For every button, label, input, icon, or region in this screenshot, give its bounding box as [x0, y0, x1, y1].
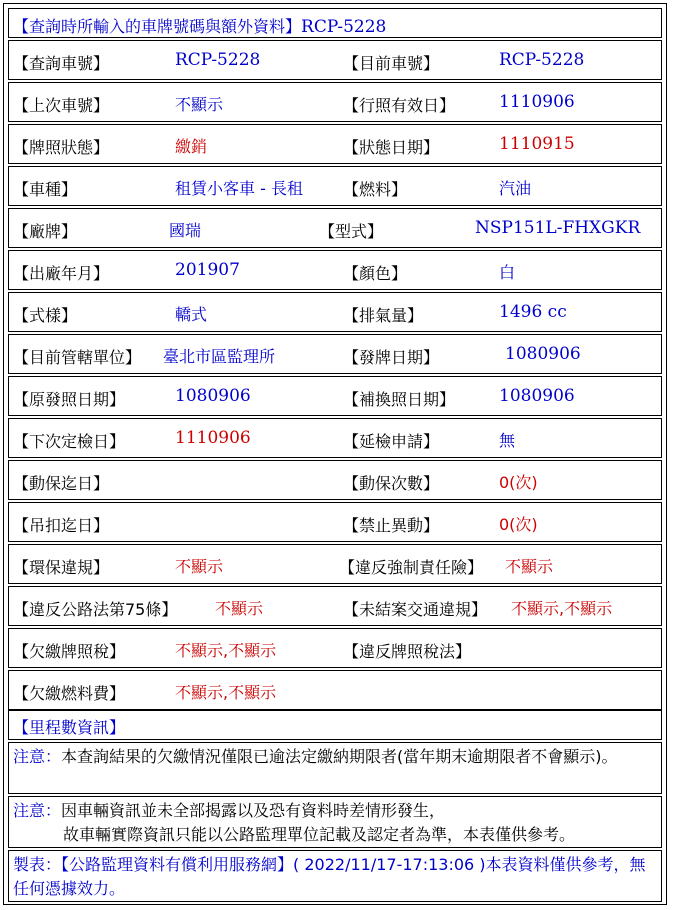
- data-row: [8, 166, 662, 206]
- value-left: 1110906: [175, 428, 251, 448]
- report-sheet: [3, 3, 667, 905]
- value-right: 1110906: [499, 92, 575, 112]
- label-right: 【動保次數】: [343, 474, 440, 493]
- value-left: 轎式: [175, 305, 208, 324]
- note2: [13, 799, 657, 847]
- label-right: 【顏色】: [343, 264, 408, 283]
- value-left: RCP-5228: [175, 50, 261, 70]
- label-left: 【查詢車號】: [13, 54, 110, 73]
- report-title: [13, 14, 386, 37]
- value-left: 201907: [175, 260, 240, 280]
- label-right: 【未結案交通違規】: [343, 600, 488, 619]
- label-left: 【出廠年月】: [13, 264, 110, 283]
- label-left: 【違反公路法第75條】: [13, 600, 178, 619]
- data-row: [8, 502, 662, 542]
- note2-head: 注意：: [13, 801, 62, 820]
- label-right: 【發牌日期】: [343, 348, 440, 367]
- value-right: 無: [499, 431, 516, 450]
- footer-row: [8, 850, 662, 902]
- value-right: 不顯示: [505, 557, 554, 576]
- value-right: 白: [499, 263, 516, 282]
- value-right: RCP-5228: [499, 50, 585, 70]
- value-left: 臺北市區監理所: [163, 347, 276, 366]
- value-right: 汽油: [499, 179, 532, 198]
- note2-line2: 故車輛實際資訊只能以公路監理單位記載及認定者為準，本表僅供參考。: [63, 825, 576, 844]
- label-right: 【目前車號】: [343, 54, 440, 73]
- label-right: 【行照有效日】: [343, 96, 456, 115]
- note2-line1: 因車輛資訊並未全部揭露以及恐有資料時差情形發生，: [61, 801, 446, 820]
- value-left: 不顯示: [175, 557, 224, 576]
- value-left: 不顯示,不顯示: [175, 683, 277, 702]
- data-row: [8, 376, 662, 416]
- data-row: [8, 40, 662, 80]
- label-left: 【原發照日期】: [13, 390, 126, 409]
- label-left: 【廠牌】: [13, 222, 78, 241]
- value-right: 不顯示,不顯示: [511, 599, 613, 618]
- data-row: [8, 124, 662, 164]
- mileage-label: 【里程數資訊】: [13, 718, 126, 737]
- footer-note: [13, 853, 657, 901]
- note1-text: 本查詢結果的欠繳情況僅限已逾法定繳納期限者(當年期末逾期限者不會顯示)。: [61, 747, 618, 766]
- label-left: 【欠繳牌照稅】: [13, 642, 126, 661]
- note1: [13, 745, 657, 769]
- label-left: 【牌照狀態】: [13, 138, 110, 157]
- label-left: 【目前管轄單位】: [13, 348, 142, 367]
- label-left: 【吊扣迄日】: [13, 516, 110, 535]
- value-right: 1110915: [499, 134, 575, 154]
- report-title-text: 【查詢時所輸入的車牌號碼與額外資料】: [13, 17, 302, 36]
- data-row: [8, 208, 662, 248]
- note1-head: 注意：: [13, 747, 62, 766]
- footer-source: 【公路監理資料有償利用服務網】: [61, 855, 294, 874]
- value-right: 1496 cc: [499, 302, 567, 322]
- note1-row: [8, 742, 662, 794]
- data-row: [8, 460, 662, 500]
- data-row: [8, 82, 662, 122]
- value-left: 1080906: [175, 386, 251, 406]
- data-row: [8, 418, 662, 458]
- label-left: 【環保違規】: [13, 558, 110, 577]
- value-left: 繳銷: [175, 137, 208, 156]
- label-right: 【違反強制責任險】: [339, 558, 484, 577]
- footer-timestamp: ( 2022/11/17-17:13:06 ): [293, 855, 486, 874]
- value-left: 租賃小客車 - 長租: [175, 179, 303, 198]
- label-left: 【下次定檢日】: [13, 432, 126, 451]
- data-row: [8, 250, 662, 290]
- value-left: 不顯示,不顯示: [175, 641, 277, 660]
- label-right: 【延檢申請】: [343, 432, 440, 451]
- data-row: [8, 334, 662, 374]
- label-left: 【動保迄日】: [13, 474, 110, 493]
- label-right: 【補換照日期】: [343, 390, 456, 409]
- mileage-row: [8, 710, 662, 740]
- footer-text: 本表資料僅供參考，無任何憑據效力。: [13, 855, 646, 898]
- data-row: [8, 292, 662, 332]
- value-left: 不顯示: [215, 599, 264, 618]
- data-row: [8, 544, 662, 584]
- value-right: 0(次): [499, 515, 538, 534]
- report-title-plate: RCP-5228: [301, 17, 387, 37]
- data-row: [8, 670, 662, 710]
- label-left: 【上次車號】: [13, 96, 110, 115]
- footer-head: 製表：: [13, 855, 62, 874]
- label-left: 【車種】: [13, 180, 78, 199]
- value-right: 1080906: [505, 344, 581, 364]
- value-right: NSP151L-FHXGKR: [475, 218, 641, 238]
- label-right: 【狀態日期】: [343, 138, 440, 157]
- label-right: 【禁止異動】: [343, 516, 440, 535]
- data-row: [8, 628, 662, 668]
- header-row: [8, 8, 662, 38]
- note2-row: [8, 796, 662, 848]
- value-right: 1080906: [499, 386, 575, 406]
- label-left: 【欠繳燃料費】: [13, 684, 126, 703]
- value-right: 0(次): [499, 473, 538, 492]
- data-row: [8, 586, 662, 626]
- value-left: 國瑞: [169, 221, 202, 240]
- value-left: 不顯示: [175, 95, 224, 114]
- label-right: 【違反牌照稅法】: [343, 642, 472, 661]
- label-left: 【式樣】: [13, 306, 78, 325]
- label-right: 【排氣量】: [343, 306, 424, 325]
- label-right: 【燃料】: [343, 180, 408, 199]
- label-right: 【型式】: [319, 222, 384, 241]
